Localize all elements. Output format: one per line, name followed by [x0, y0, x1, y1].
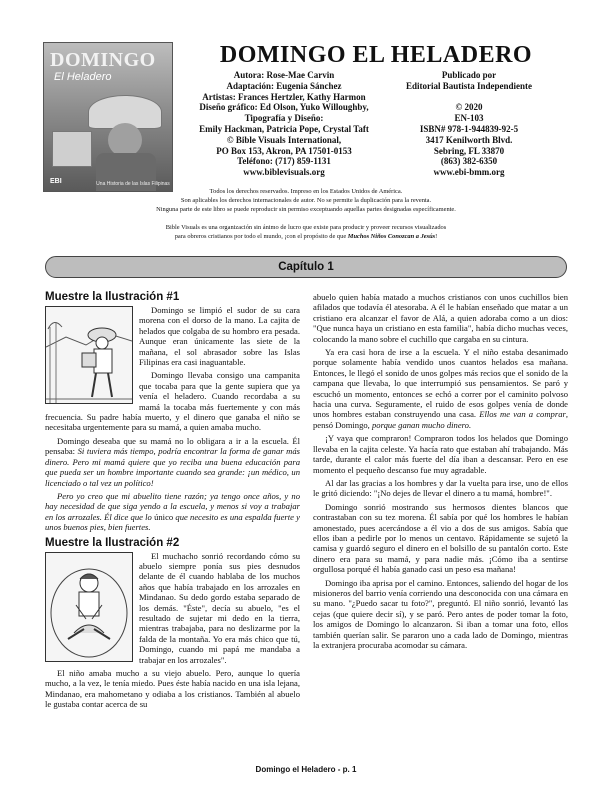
ice-cream-box-illustration — [52, 131, 92, 167]
credit-line: www.biblevisuals.org — [243, 167, 325, 178]
chapter-heading: Capítulo 1 — [45, 256, 567, 278]
credit-line: Emily Hackman, Patricia Pope, Crystal Taft — [199, 123, 369, 134]
paragraph: Domingo deseaba que su mamá no lo obligara a ir a la escuela. Él pensaba: Si tuviera más tiempo, podría encontrar la forma de ganar más dinero. Pero mi mamá quiere que yo reciba una buena educación para que pueda ser un hombre importante cuando sea grande: ¡un médico, un licenciado o tal vez un político! — [45, 435, 301, 488]
credit-line: Artistas: Frances Hertzler, Kathy Harmon — [202, 91, 366, 102]
paragraph: El muchacho sonrió recordando cómo su abuelo siempre ponía sus pies desnudos delante de él cuando hablaba de los muchos años que había trabajado en los arrozales en Mindanao. Su dedo gordo estaba separado de los demás. "Éste", decía su abuelo, "es el resultado de sujetar mi dedo en la tierra, mientras trabajaba, para no deslizarme por la falda de la montaña. Yo era más chico que tú, Domingo, cuando mi papá me mandaba a trabajar en los arrozales". — [139, 550, 300, 665]
section-heading-illustration-2: Muestre la Ilustración #2 — [45, 536, 180, 549]
credit-line: PO Box 153, Akron, PA 17501-0153 — [216, 145, 352, 156]
mission-statement — [60, 223, 552, 241]
illustration-2 — [45, 552, 133, 662]
illustration-1 — [45, 306, 133, 404]
credit-line: Teléfono: (717) 859-1131 — [237, 156, 331, 167]
credit-line: Tipografía y Diseño: — [244, 113, 324, 124]
page-footer: Domingo el Heladero - p. 1 — [255, 765, 357, 774]
mission-line: para obreros cristianos por todo el mundo, ¡con el propósito de que Muchos Niños Conozcan a Jesús! — [174, 233, 438, 240]
paragraph: Domingo iba aprisa por el camino. Entonces, saliendo del hogar de los misioneros del barrio venía corriendo una desconocida con una cámara en su mano. "¿Puedo sacar tu foto?", preguntó. El niño sonrió, levantó las cejas (que quiere decir sí), y se paró. Pero antes de poder tomar la foto, los amigos de Domingo lo alcanzaron. Si iban a tomar una foto, ellos también querían salir. Se pararon uno a cada lado de Domingo, mientras la extranjera procuraba acomodar su cámara. — [313, 577, 568, 650]
inner-thought: Si tuviera más tiempo, podría encontrar la forma de ganar más dinero. Pero mi mamá quiere que yo reciba una buena educación para que pueda ser un hombre importante cuando sea grande: ¡un médico, un licenciado o tal vez un político! — [45, 446, 301, 488]
credit-line: (863) 382-6350 — [440, 156, 498, 167]
paragraph: Ya era casi hora de irse a la escuela. Y el niño estaba desanimado porque solamente había vendido unos cuantos helados esa mañana. Entonces, le llegó el sonido de unos golpes más recios que el sonido de la campana que llevaba, lo que interrumpió sus pensamientos. Se paró y escuchó un momento, entonces se echó a correr por el caminito polvoso hacia una curva. Seguramente, el ruido de esos golpes venía de donde unos hombres estaban construyendo una casa. Ellos me van a comprar, pensó Domingo, porque ganan mucho dinero. — [313, 347, 568, 430]
paragraph: Domingo sonrió mostrando sus hermosos dientes blancos que contrastaban con su tez morena. Él sabía por qué los hombres le habían amonestado, pues acercándose a él vio a dos de sus amigos. Sabía que ellos iban a pedirle por lo menos un centavo. Rápidamente se sujetó la camisa y guardó seguro el dinero en el bolsillo de su pantalón corto. Este dinero era para su mamá, y para nadie más. ¡Cómo iba a sentirse orgullosa porqué él había ganado casi un peso esa mañana! — [313, 501, 568, 575]
credits-left — [184, 70, 384, 178]
credit-line: www.ebi-bmm.org — [433, 167, 505, 178]
credit-line: © Bible Visuals International, — [226, 134, 342, 145]
legal-line: Son aplicables los derechos internacionales de autor. No se permite la duplicación para la reventa. — [180, 197, 432, 204]
credit-line: © 2020 — [455, 102, 483, 113]
credit-line: Autora: Rose-Mae Carvin — [233, 70, 335, 80]
publisher-logo: EBI — [50, 178, 62, 185]
paragraph: El niño amaba mucho a su viejo abuelo. Pero, aunque lo quería mucho, a la vez, le tenía miedo. Pues éste había nacido en una isla lejana, Mindanao, era mahometano y odiaba a los cristianos. También al abuelo le gustaba contar acerca de su — [45, 668, 300, 710]
paragraph: Pero yo creo que mi abuelito tiene razón; ya tengo once años, y no hay necesidad de que siga yendo a la escuela, y menos si voy a trabajar en los arrozales. Él dice que lo único que necesito es una espalda fuerte y unos buenos pies, bien fuertes. — [45, 490, 301, 533]
paragraph: ¡Y vaya que compraron! Compraron todos los helados que Domingo llevaba en la cajita celeste. Ya hacía rato que estaban ahí trabajando. Más tarde, durante el calor más fuerte del día iban a descansar. Pero en ese momento el pequeño descanso fue muy agradable. — [313, 433, 568, 475]
cover-title: DOMINGO — [50, 49, 156, 71]
right-column — [313, 292, 568, 653]
credit-line: Publicado por — [441, 70, 497, 80]
left-column — [45, 290, 300, 713]
paragraph: abuelo quien había matado a muchos cristianos con unos cuchillos bien afilados que todavía él atesoraba. A él le habían enseñado que matar a un cristiano era alcanzar el favor de Alá, a quien adoraba como a un dios: "Que nunca haya un cristiano en esta familia", había dicho muchas veces, colocando la mano sobre el cuchillo que cargaba en su cintura. — [313, 292, 568, 344]
paragraph: Domingo se limpió el sudor de su cara morena con el dorso de la mano. La cajita de helados que colgaba de su hombro era pesada. Aunque eran únicamente las siete de la mañana, el sol abrasador sobre las Islas Filipinas era casi inaguantable. — [139, 305, 300, 368]
credit-line: ISBN# 978-1-944839-92-5 — [419, 123, 519, 134]
credit-line: Diseño gráfico: Ed Olson, Yuko Willoughby, — [199, 102, 369, 113]
credit-line: EN-103 — [454, 113, 484, 124]
credit-line: Editorial Bautista Independiente — [405, 80, 533, 91]
paragraph: Domingo llevaba consigo una campanita que tocaba para que la gente supiera que ya venía el heladero. Cuando recordaba a su mamá la tocaba más fuertemente y con más frecuencia. Su padre había muerto, y el dinero que ganaba el niño se necesitaba urgentemente para su mamá, a quien amaba mucho. — [45, 370, 300, 433]
paragraph: Al dar las gracias a los hombres y dar la vuelta para irse, uno de ellos le gritó diciendo: "¡No dejes de llevar el dinero a tu mamá, hombre!". — [313, 477, 568, 499]
mission-emphasis: Muchos Niños Conozcan a Jesús — [347, 233, 436, 240]
credit-line: Adaptación: Eugenia Sánchez — [226, 80, 342, 91]
credit-line: Sebring, FL 33870 — [433, 145, 505, 156]
legal-notice — [60, 187, 552, 214]
cover-subtitle: El Heladero — [54, 71, 112, 83]
credit-line: 3417 Kenilworth Blvd. — [425, 134, 513, 145]
mission-line: Bible Visuals es una organización sin ánimo de lucro que existe para producir y proveer recursos visualizados — [165, 224, 447, 231]
credits-right — [394, 70, 544, 178]
book-title: DOMINGO EL HELADERO — [219, 42, 533, 68]
legal-line: Todos los derechos reservados. Impreso en los Estados Unidos de América. — [209, 188, 403, 195]
cover-image — [43, 42, 173, 192]
legal-line: Ninguna parte de este libro se puede reproducir sin permiso exceptuando aquellas partes designadas específicamente. — [156, 206, 456, 213]
cover-caption: Una Historia de las Islas Filipinas — [96, 181, 170, 187]
boy-face-illustration — [108, 123, 142, 157]
section-heading-illustration-1: Muestre la Ilustración #1 — [45, 291, 180, 303]
